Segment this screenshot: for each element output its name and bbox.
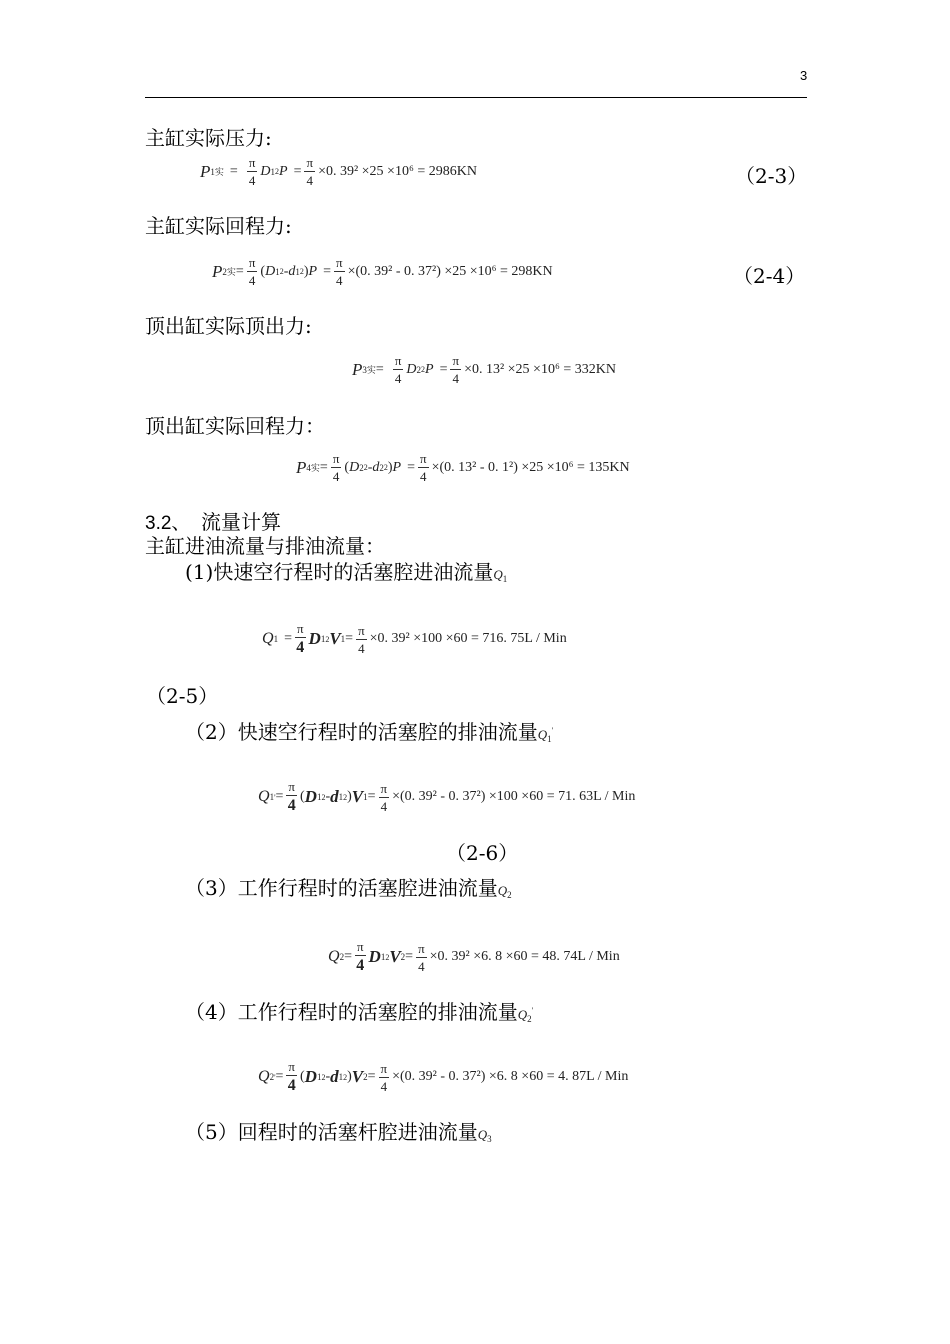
page-number: 3 (800, 68, 808, 83)
flow-intro: 主缸进油流量与排油流量： (145, 534, 385, 558)
heading-main-cylinder-pressure: 主缸实际压力: (145, 126, 272, 150)
flow-item-5: （5）回程时的活塞杆腔进油流量$Q_3$ (185, 1120, 492, 1144)
header-rule (145, 97, 807, 98)
flow-item-1: (1)快速空行程时的活塞腔进油流量$Q_1$ (185, 560, 508, 584)
section-title: 流量计算 (200, 510, 281, 534)
flow-item-2: （2）快速空行程时的活塞腔的排油流量$Q_1'$ (185, 720, 554, 744)
heading-main-cylinder-return-force: 主缸实际回程力: (145, 214, 292, 238)
equation-number-2-5: （2-5） (146, 684, 219, 708)
equation-q1: Q 1 = $\frac{\pi}{4}$ D 1 2 V 1 = $\frac{\pi}{4}$ ×0. 39² ×100 ×60 = 716. 75L / Min (262, 621, 567, 656)
equation-number-2-6: （2-6） (446, 841, 519, 865)
equation-q2-prime: Q 2 ' = $\frac{\pi}{4}$ ( D 1 2 - d 1 2 ) V 2 = $\frac{\pi}{4}$ ×(0. 39² - 0. 37²) ×6. 8 ×60 = 4. 87L / Min (258, 1059, 629, 1094)
flow-item-3: （3）工作行程时的活塞腔进油流量$Q_2$ (185, 876, 512, 900)
flow-item-4: （4）工作行程时的活塞腔的排油流量$Q_2'$ (185, 1000, 534, 1024)
heading-ejector-force: 顶出缸实际顶出力: (145, 314, 312, 338)
equation-q1-prime: Q 1 ' = $\frac{\pi}{4}$ ( D 1 2 - d 1 2 ) V 1 = $\frac{\pi}{4}$ ×(0. 39² - 0. 37²) ×100 ×60 = 71. 63L / Min (258, 779, 636, 814)
equation-p4: P 4实 = $\frac{\pi}{4}$ ( D 2 2 - d 2 2 ) P = $\frac{\pi}{4}$ ×(0. 13² - 0. 1²) ×25 ×10⁶ = 135KN (296, 451, 630, 484)
equation-number-2-4: （2-4） (733, 264, 806, 288)
equation-q2: Q 2 = $\frac{\pi}{4}$ D 1 2 V 2 = $\frac{\pi}{4}$ ×0. 39² ×6. 8 ×60 = 48. 74L / Min (328, 939, 620, 974)
equation-p2: P 2实 = $\frac{\pi}{4}$ ( D 1 2 - d 1 2 ) P = $\frac{\pi}{4}$ ×(0. 39² - 0. 37²) ×25 ×10⁶ = 298KN (212, 255, 553, 288)
equation-p3: P 3实 = $\frac{\pi}{4}$ D 2 2 P = $\frac{\pi}{4}$ ×0. 13² ×25 ×10⁶ = 332KN (352, 353, 616, 386)
equation-number-2-3: （2-3） (735, 164, 808, 188)
heading-ejector-return-force: 顶出缸实际回程力： (145, 414, 325, 438)
equation-p1: P 1实 = $\frac{\pi}{4}$ D 1 2 P = $\frac{\pi}{4}$ ×0. 39² ×25 ×10⁶ = 2986KN (200, 155, 477, 188)
section-number: 3.2、 (145, 513, 191, 534)
